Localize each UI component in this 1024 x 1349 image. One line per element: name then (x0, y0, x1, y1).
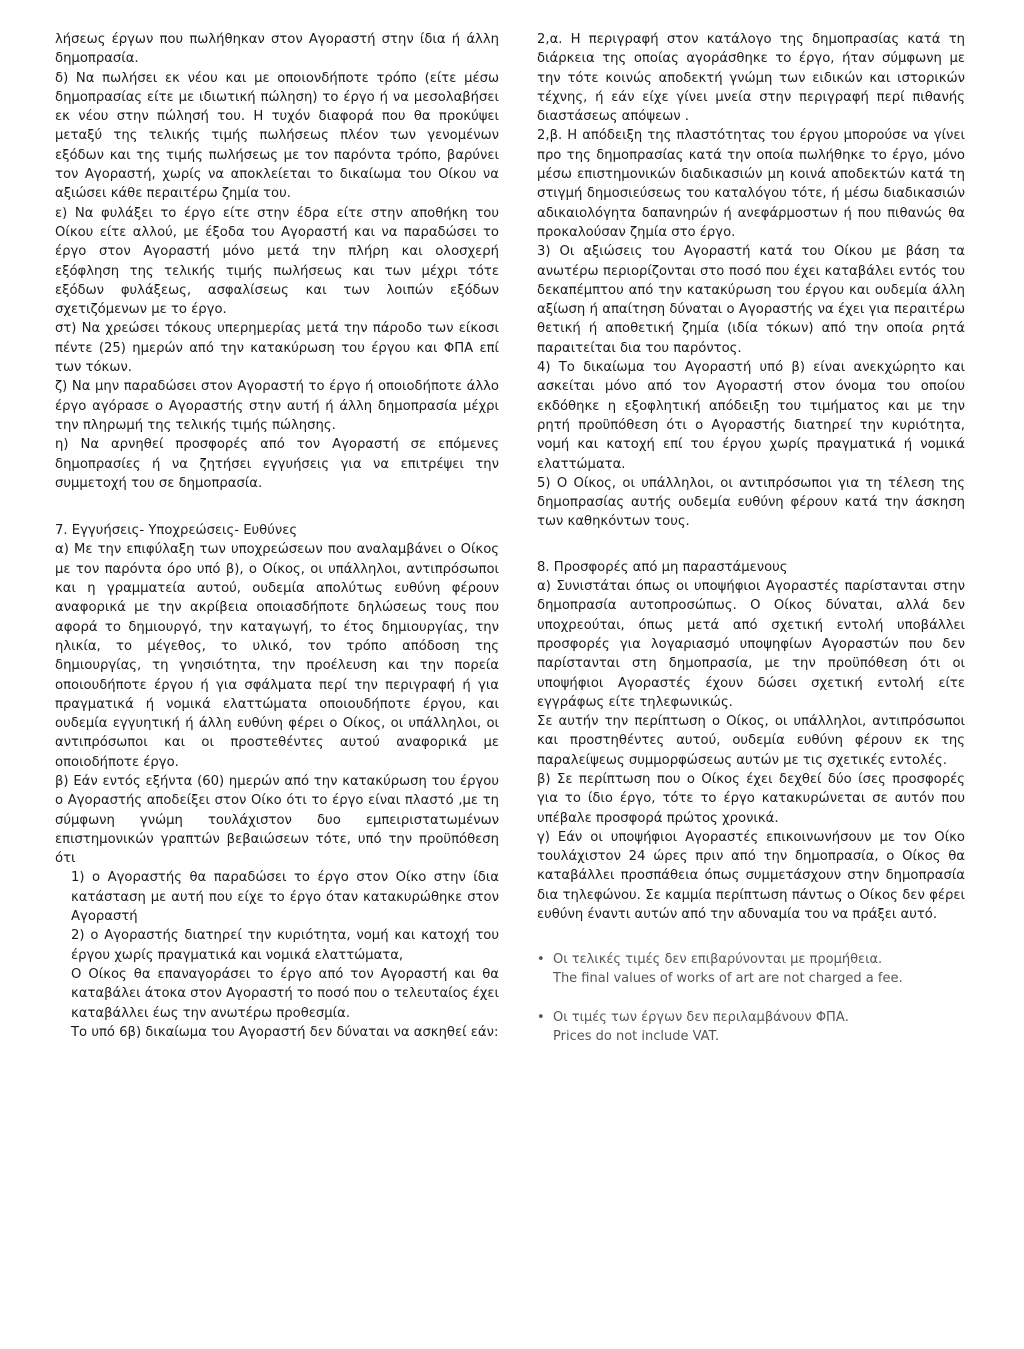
note-greek-text: Οι τιμές των έργων δεν περιλαμβάνουν ΦΠΑ. (553, 1010, 849, 1026)
section-8-paragraph-b: β) Σε περίπτωση που ο Οίκος έχει δεχθεί δύο ίσες προσφορές για το ίδιο έργο, τότε το έργο κατακυρώνεται σε αυτόν που υπέβαλε προσφορά πρώτος χρονικά. (537, 771, 965, 826)
bullet-icon: • (537, 1010, 545, 1026)
section-8-heading: 8. Προσφορές από μη παραστάμενους (537, 559, 788, 575)
left-column (55, 30, 499, 1042)
paragraph-2b: 2,β. Η απόδειξη της πλαστότητας του έργου μπορούσε να γίνει προ της δημοπρασίας κατά την οποία πωλήθηκε το έργο, μόνο μέσω επιστημονικών διαδικασιών μη κοινά αποδεκτών κατά τη στιγμή δημοσιεύσεως του καταλόγου τότε, ή μέσω διαδικασιών αδικαιολόγητα δαπανηρών ή ανεφάρμοστων ή που πιθανώς θα προκαλούσαν ζημία στο έργο. (537, 128, 965, 240)
section-8-paragraph-a2: Σε αυτήν την περίπτωση ο Οίκος, οι υπάλληλοι, αντιπρόσωποι και προστηθέντες αυτού, ουδεμία ευθύνη φέρουν εκ της παραλείψεως συμμορφώσεως αυτών με τις σχετικές εντολές. (537, 714, 965, 768)
paragraph-zeta: ζ) Να μην παραδώσει στον Αγοραστή το έργο ή οποιοδήποτε άλλο έργο αγόρασε ο Αγοραστής στην αυτή ή άλλη δημοπρασία μέχρι την πληρωμή της τελικής τιμής πώλησης. (55, 379, 499, 433)
paragraph-epsilon: ε) Να φυλάξει το έργο είτε στην έδρα είτε στην αποθήκη του Οίκου είτε αλλού, με έξοδα του Αγοραστή και να παραδώσει το έργο στον Αγοραστή μόνο μετά την πλήρη και ολοσχερή εξόφληση της τελικής τιμής πωλήσεως και των μέχρι τότε εξόδων φυλάξεως, ασφαλίσεως και των λοιπών εξόδων σχετιζόμενων με το έργο. (55, 205, 499, 318)
section-7-item-3: Ο Οίκος θα επαναγοράσει το έργο από τον Αγοραστή και θα καταβάλει άτοκα στον Αγοραστή το ποσό που ο τελευταίος έχει καταβάλλει έως την ανωτέρω προθεσμία. (71, 966, 499, 1021)
section-8-paragraph-c: γ) Εάν οι υποψήφιοι Αγοραστές επικοινωνήσουν με τον Οίκο τουλάχιστον 24 ώρες πριν από την δημοπρασία, ο Οίκος θα καταβάλλει προσπάθεια όπως συμμετάσχουν στην δημοπρασία δια τηλεφώνου. Σε καμμία περίπτωση πάντως ο Οίκος δεν φέρει ευθύνη έναντι αυτών από την αδυναμία του να πράξει αυτό. (537, 829, 965, 923)
paragraph-st: στ) Να χρεώσει τόκους υπερημερίας μετά την πάροδο των είκοσι πέντε (25) ημερών από την κατακύρωση του έργου και ΦΠΑ επί των τόκων. (55, 321, 499, 376)
section-spacer (537, 532, 965, 558)
paragraph-continuation: λήσεως έργων που πωλήθηκαν στον Αγοραστή στην ίδια ή άλλη δημοπρασία. (55, 32, 499, 67)
section-spacer (55, 493, 499, 521)
right-column (537, 30, 965, 1066)
paragraph-4: 4) Το δικαίωμα του Αγοραστή υπό β) είναι ανεκχώρητο και ασκείται μόνο από τον Αγοραστή στον όνομα του οποίου εκδόθηκε η εξοφλητική απόδειξη του τιμήματος και με την ρητή προϋπόθεση ότι ο Αγοραστής διατηρεί την κυριότητα, νομή και κατοχή επί του έργου χωρίς πραγματικά ή νομικά ελαττώματα. (537, 360, 965, 472)
bullet-icon: • (537, 952, 545, 968)
note-no-fee (537, 950, 965, 988)
paragraph-delta: δ) Να πωλήσει εκ νέου και με οποιονδήποτε τρόπο (είτε μέσω δημοπρασίας είτε με ιδιωτική πώληση) το έργο ή να μεσολαβήσει εκ νέου στην πώλησή του. Η τυχόν διαφορά που θα προκύψει μεταξύ της τελικής τιμής πωλήσεως πλέον των γενομένων εξόδων και της τιμής πωλήσεως με τον παρόντα τρόπο, βαρύνει τον Αγοραστή, χωρίς να αποκλείεται το δικαίωμα του Οίκου να αξιώσει κάθε περαιτέρω ζημία του. (55, 70, 499, 202)
section-7-item-2: 2) ο Αγοραστής διατηρεί την κυριότητα, νομή και κατοχή του έργου χωρίς πραγματικά και νομικά ελαττώματα, (71, 928, 499, 963)
section-7-item-1: 1) ο Αγοραστής θα παραδώσει το έργο στον Οίκο στην ίδια κατάσταση με αυτή που είχε το έργο όταν κατακυρώθηκε στον Αγοραστή (71, 870, 499, 925)
notes-spacer (537, 924, 965, 950)
price-notes (537, 950, 965, 1046)
paragraph-3: 3) Οι αξιώσεις του Αγοραστή κατά του Οίκου με βάση τα ανωτέρω περιορίζονται στο ποσό που έχει καταβάλει εντός του δεκαπέμπτου από την κατακύρωση του έργου και ουδεμία άλλη αξίωση ή απαίτηση δύναται ο Αγοραστής να έχει για περαιτέρω θετική ή αποθετική ζημία (ιδία τόκων) από την οποία ρητά παραιτείται δια του παρόντος. (537, 244, 965, 356)
section-7-heading: 7. Εγγυήσεις- Υποχρεώσεις- Ευθύνες (55, 523, 298, 539)
paragraph-2a: 2,α. Η περιγραφή στον κατάλογο της δημοπρασίας κατά τη διάρκεια της οποίας αγοράσθηκε το έργο, ήταν σύμφωνη με την τότε κοινώς αποδεκτή γνώμη των ειδικών και ιστορικών τέχνης, ή εάν είχε γίνει μνεία στην περιγραφή περί πιθανής διαστάσεως απόψεων . (537, 32, 965, 125)
section-7-item-4: Το υπό 6β) δικαίωμα του Αγοραστή δεν δύναται να ασκηθεί εάν: (71, 1024, 499, 1040)
section-7-paragraph-a: α) Με την επιφύλαξη των υποχρεώσεων που αναλαμβάνει ο Οίκος με τον παρόντα όρο υπό β), ο Οίκος, οι υπάλληλοι, αντιπρόσωποι και η γραμματεία αυτού, ουδεμία απολύτως ευθύνη φέρουν αναφορικά με την ακρίβεια οποιασδήποτε δηλώσεως τους που αφορά το δημιουργό, την καταγωγή, το έτος δημιουργίας, την ηλικία, το μέγεθος, το υλικό, τον τρόπο απόδοση της δημιουργίας, τη γνησιότητα, την προέλευση και την πορεία οποιουδήποτε έργου ή για σφάλματα περί την περιγραφή ή για πραγματικά ή νομικά ελαττώματα οποιουδήποτε έργου, και ουδεμία εγγυητική ή άλλη ευθύνη φέρει ο Οίκος, οι υπάλληλοι, οι αντιπρόσωποι και οι προστεθέντες αυτού αναφορικά με οποιοδήποτε έργο. (55, 542, 499, 770)
note-greek-text: Οι τελικές τιμές δεν επιβαρύνονται με προμήθεια. (553, 952, 883, 968)
paragraph-eta: η) Να αρνηθεί προσφορές από τον Αγοραστή σε επόμενες δημοπρασίες ή να ζητήσει εγγυήσεις για να επιτρέψει την συμμετοχή του σε δημοπρασία. (55, 437, 499, 491)
section-8-paragraph-a: α) Συνιστάται όπως οι υποψήφιοι Αγοραστές παρίστανται στην δημοπρασία αυτοπροσώπως. Ο Οίκος δύναται, αλλά δεν υποχρεούται, όπως μετά από σχετική εντολή υποβάλλει προσφορές για λογαριασμό υποψηφίων Αγοραστών που δεν παρίστανται στη δημοπρασία, με την προϋπόθεση ότι οι υποψήφιοι Αγοραστές έχουν δώσει σχετική εντολή είτε εγγράφως είτε τηλεφωνικώς. (537, 579, 965, 710)
note-english-text: The final values of works of art are not charged a fee. (553, 971, 903, 987)
note-no-vat (537, 1008, 965, 1046)
paragraph-5: 5) Ο Οίκος, οι υπάλληλοι, οι αντιπρόσωποι για τη τέλεση της δημοπρασίας αυτής ουδεμία ευθύνη φέρουν κατά την άσκηση των καθηκόντων τους. (537, 475, 965, 530)
section-7-paragraph-b: β) Εάν εντός εξήντα (60) ημερών από την κατακύρωση του έργου ο Αγοραστής αποδείξει στον Οίκο ότι το έργο είναι πλαστό ,με τη σύμφωνη γνώμη τουλάχιστον δυο εμπειριστατωμένων επιστημονικών γραπτών βεβαιώσεων τότε, υπό την προϋπόθεση ότι (55, 773, 499, 867)
note-english-text: Prices do not include VAT. (553, 1029, 720, 1045)
